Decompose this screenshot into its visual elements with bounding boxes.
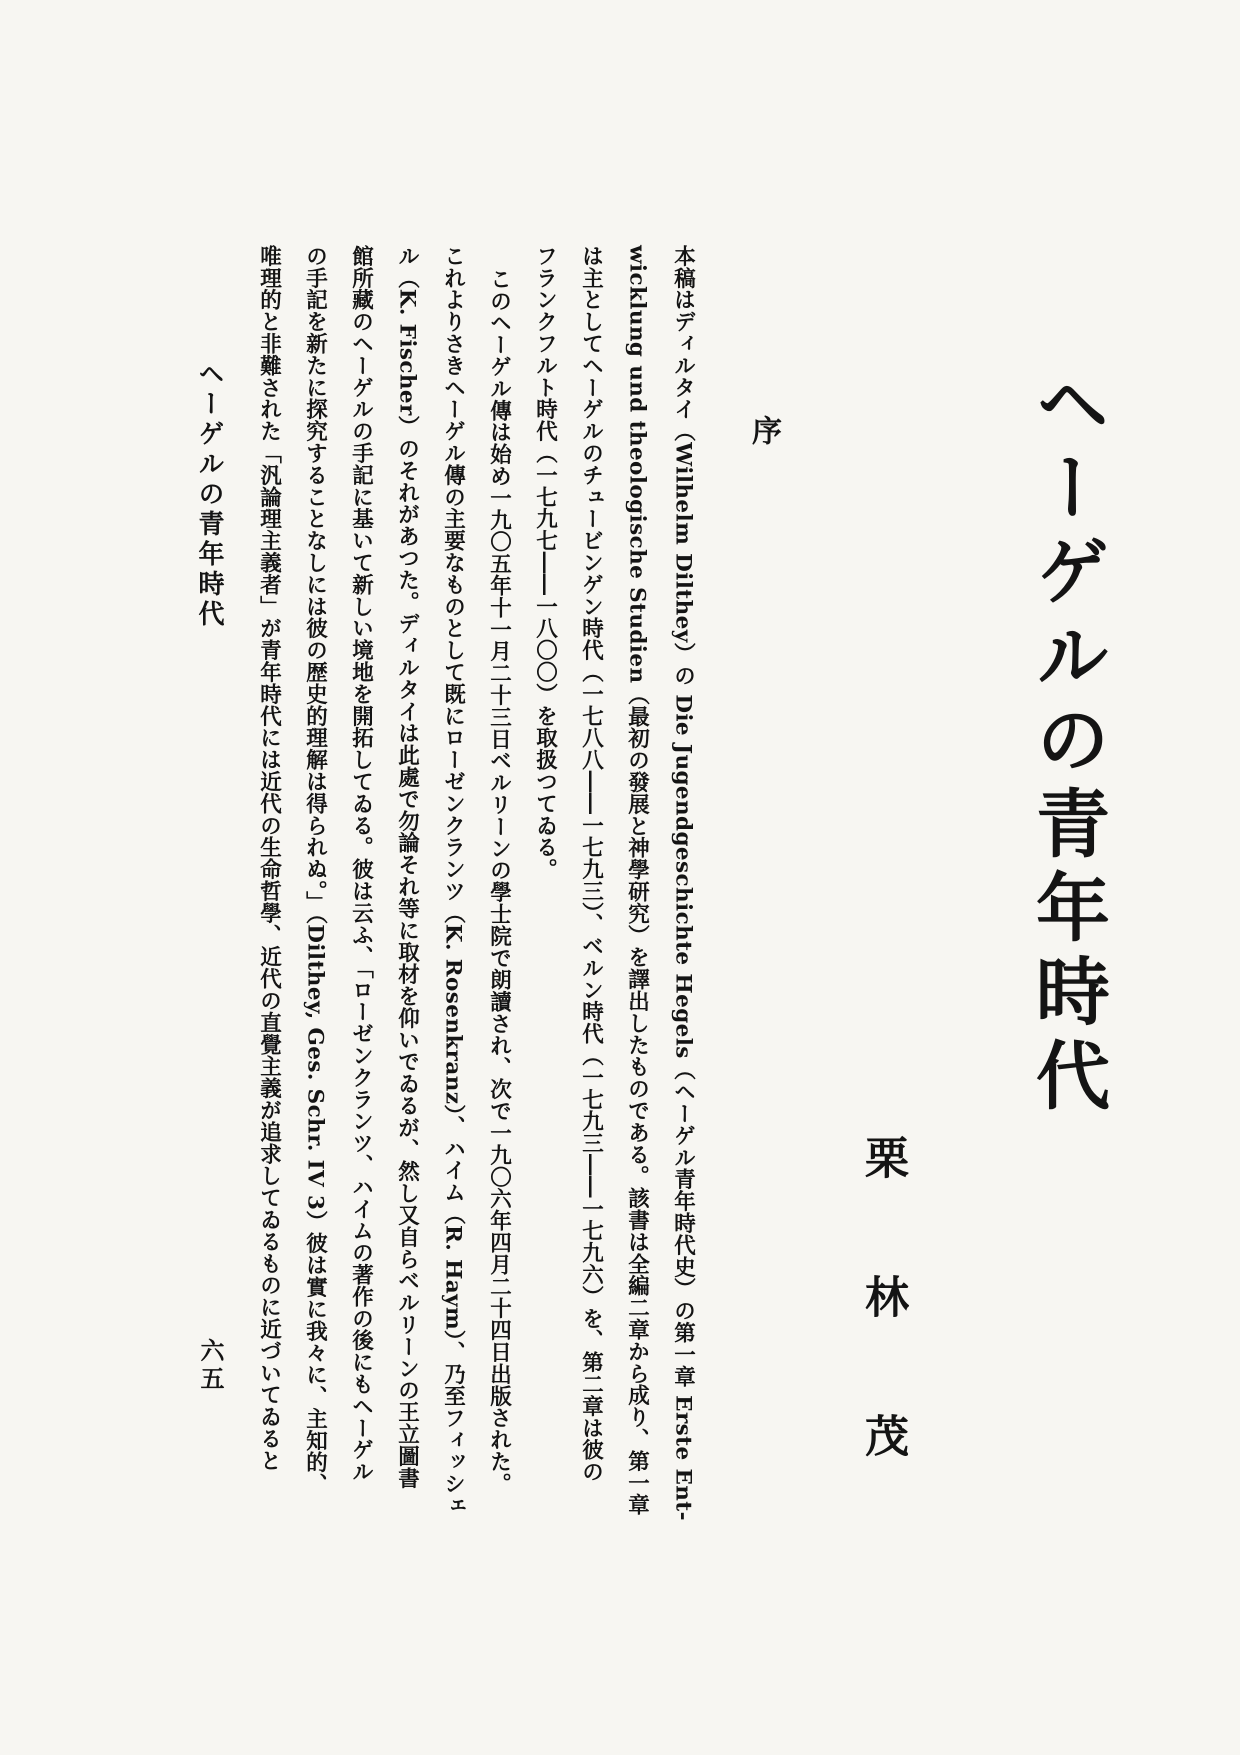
body-line-9: の手記を新たに探究することなしには彼の歴史的理解は得られぬ。」（Dilthey, Ges. Schr. IV 3）彼は實に我々に、主知的、 <box>302 245 328 1496</box>
body-line-7: ル（K. Fischer）のそれがあつた。ディルタイは此處で勿論それ等に取材を仰いでゐるが、然し又自らベルリーンの王立圖書 <box>394 245 420 1489</box>
body-line-1: 本稿はディルタイ（Wilhelm Dilthey）の Die Jugendgeschichte Hegels（ヘーゲル青年時代史）の第一章 Erste Ent- <box>670 245 696 1521</box>
body-line-6: これよりさきヘーゲル傳の主要なものとして既にローゼンクランツ（K. Rosenkranz）、ハイム（R. Haym）、乃至フィッシェ <box>440 245 466 1517</box>
page-number: 六五 <box>196 1338 225 1394</box>
body-line-4: フランクフルト時代（一七九七――一八〇〇）を取扱つてゐる。 <box>532 245 558 881</box>
body-line-3: は主としてヘーゲルのチュービンゲン時代（一七八八――一七九三）、ベルン時代（一七九三――一七九六）を、第二章は彼の <box>578 245 604 1483</box>
body-line-10: 唯理的と非難された「汎論理主義者」が青年時代には近代の生命哲學、近代の直覺主義が追求してゐるものに近づいてゐると <box>256 245 282 1472</box>
author-name: 栗林茂 <box>857 1135 908 1552</box>
body-line-8: 館所藏のヘーゲルの手記に基いて新しい境地を開拓してゐる。彼は云ふ、「ローゼンクランツ、ハイムの著作の後にもヘーゲル <box>348 245 374 1483</box>
body-line-2: wicklung und theologische Studien（最初の發展と神學研究）を譯出したものである。該書は全編二章から成り、第一章 <box>624 245 650 1516</box>
article-title: ヘーゲルの青年時代 <box>1024 365 1110 1121</box>
section-heading: 序 <box>746 415 781 445</box>
body-line-5: このヘーゲル傳は始め一九〇五年十一月二十三日ベルリーンの學士院で朗讀され、次で一九〇六年四月二十四日出版された。 <box>486 268 512 1495</box>
running-head: ヘーゲルの青年時代 <box>194 360 224 630</box>
